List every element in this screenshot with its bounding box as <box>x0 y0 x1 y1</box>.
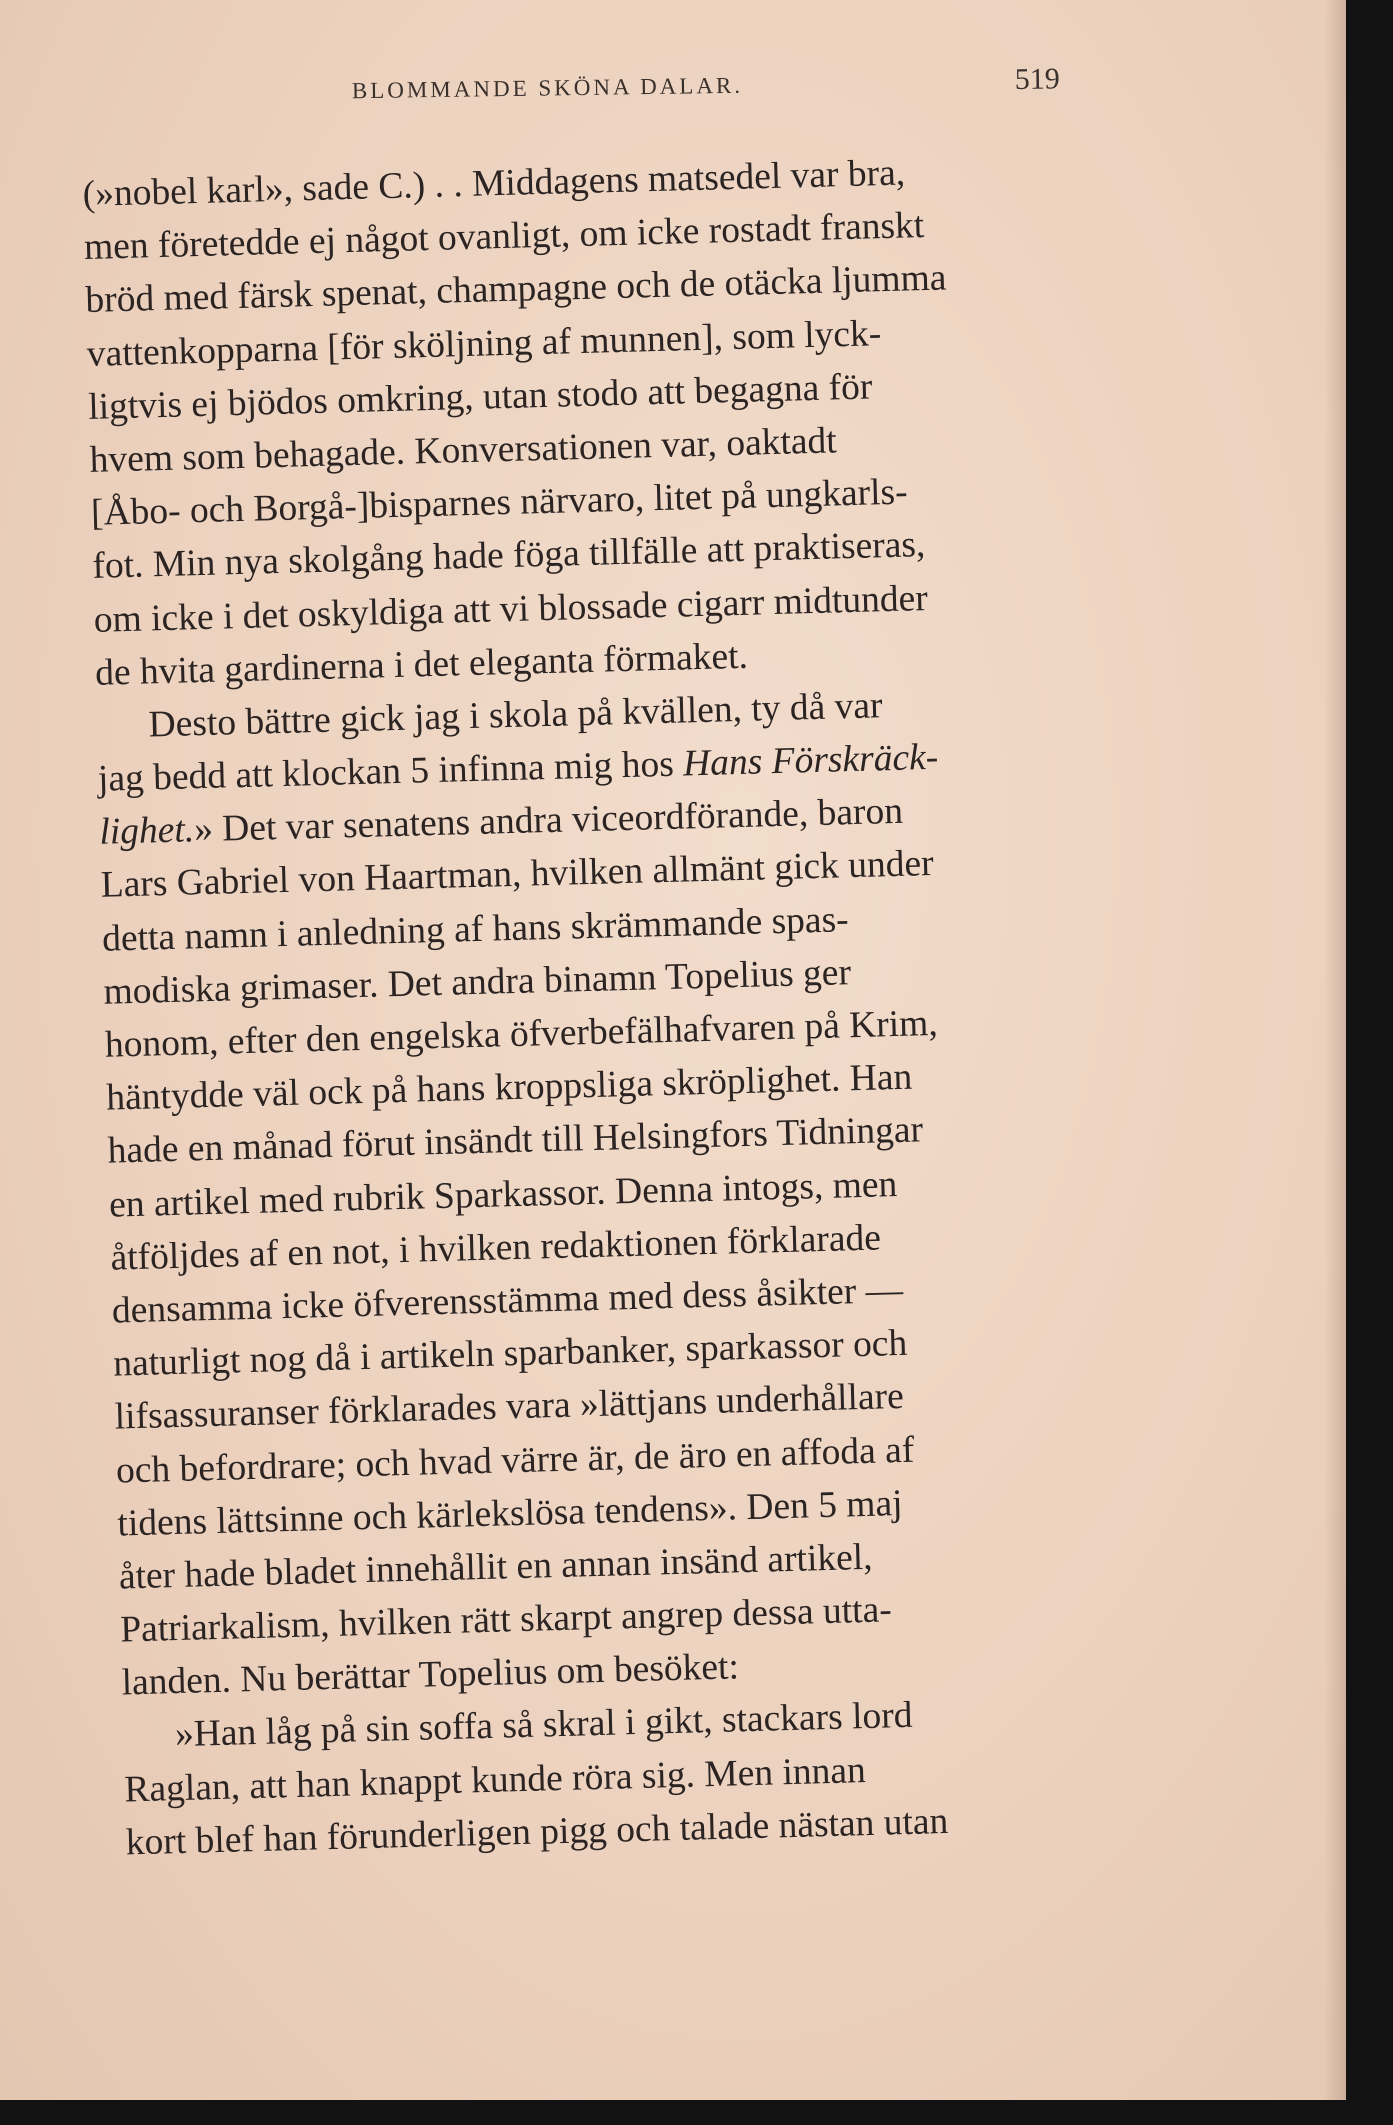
page-edge-shadow <box>1324 0 1346 2100</box>
text-segment: (»nobel karl», sade C.) . . Middagens matsedel var bra, <box>82 152 906 215</box>
text-segment: detta namn i anledning af hans skrämmande spas- <box>101 898 850 960</box>
text-segment: modiska grimaser. Det andra binamn Topelius ger <box>103 951 852 1013</box>
text-segment: [Åbo- och Borgå-]bisparnes närvaro, litet på ungkarls- <box>90 471 909 534</box>
text-segment: fot. Min nya skolgång hade föga tillfälle att praktiseras, <box>91 524 926 588</box>
italic-text-segment: lighet. <box>98 809 195 854</box>
text-segment: åtföljdes af en not, i hvilken redaktionen förklarade <box>110 1217 882 1279</box>
text-segment: tidens lättsinne och kärlekslösa tendens». Den 5 maj <box>116 1482 904 1545</box>
text-segment: de hvita gardinerna i det eleganta förmaket. <box>94 635 749 694</box>
italic-text-segment: Hans Förskräck- <box>682 736 939 785</box>
text-segment: densamma icke öfverensstämma med dess åsikter — <box>111 1269 904 1332</box>
text-segment: om icke i det oskyldiga att vi blossade cigarr midtunder <box>93 577 929 641</box>
text-segment: » Det var senatens andra viceordförande, baron <box>193 790 904 851</box>
text-segment: lifsassuranser förklarades vara »lättjans underhållare <box>114 1376 905 1438</box>
text-segment: åter hade bladet innehållit en annan insänd artikel, <box>118 1536 874 1598</box>
body-text <box>82 141 1156 1869</box>
text-segment: »Han låg på sin soffa så skral i gikt, stackars lord <box>174 1695 914 1756</box>
text-segment: Desto bättre gick jag i skola på kvällen, ty då var <box>148 685 884 746</box>
text-segment: häntydde väl ock på hans kroppsliga skröplighet. Han <box>105 1056 913 1119</box>
text-segment: hade en månad förut insändt till Helsingfors Tidningar <box>107 1109 924 1173</box>
page-header <box>80 62 1080 122</box>
text-segment: hvem som behagade. Konversationen var, oaktadt <box>89 420 838 481</box>
text-segment: en artikel med rubrik Sparkassor. Denna intogs, men <box>108 1163 898 1226</box>
text-segment: men företedde ej något ovanligt, om icke rostadt franskt <box>83 205 925 269</box>
text-segment: vattenkopparna [för sköljning af munnen], som lyck- <box>86 312 882 375</box>
text-segment: ligtvis ej bjödos omkring, utan stodo att begagna för <box>87 366 873 428</box>
text-segment: kort blef han förunderligen pigg och talade nästan utan <box>125 1800 949 1864</box>
text-segment: naturligt nog då i artikeln sparbanker, sparkassor och <box>112 1322 908 1385</box>
text-segment: jag bedd att klockan 5 infinna mig hos <box>97 743 684 800</box>
text-segment: landen. Nu berättar Topelius om besöket: <box>121 1646 740 1704</box>
text-segment: bröd med färsk spenat, champagne och de otäcka ljumma <box>84 257 947 322</box>
text-segment: honom, efter den engelska öfverbefälhafvaren på Krim, <box>104 1002 939 1066</box>
text-segment: Patriarkalism, hvilken rätt skarpt angrep dessa utta- <box>119 1589 893 1651</box>
scan-border <box>0 2100 1393 2125</box>
text-segment: Lars Gabriel von Haartman, hvilken allmänt gick under <box>100 843 935 907</box>
text-segment: Raglan, att han knappt kunde röra sig. Men innan <box>123 1749 867 1811</box>
page-number: 519 <box>1014 62 1061 96</box>
running-title: BLOMMANDE SKÖNA DALAR. <box>351 72 744 104</box>
text-segment: och befordrare; och hvad värre är, de äro en affoda af <box>115 1429 915 1492</box>
